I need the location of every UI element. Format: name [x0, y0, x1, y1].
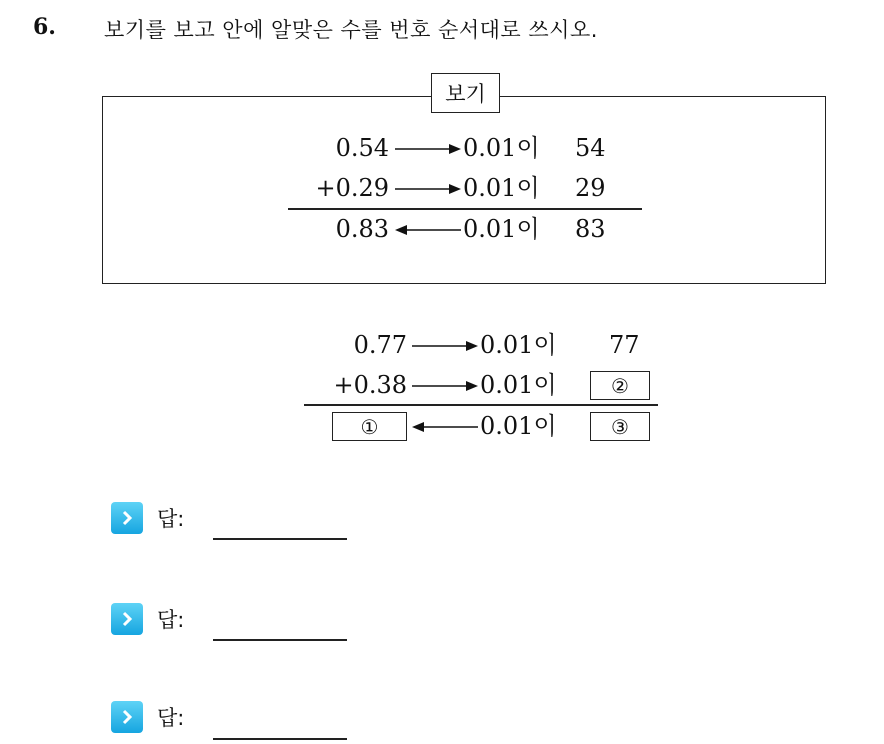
example-row-3-left: 0.83 — [335, 215, 389, 243]
problem-sum-line — [304, 404, 658, 406]
answer-label: 답: — [157, 706, 185, 730]
problem-row-1-left: 0.77 — [353, 331, 407, 359]
answer-blank-2[interactable] — [213, 639, 347, 641]
problem-row-1-right: 77 — [609, 331, 640, 359]
example-row-1-right: 54 — [575, 134, 606, 162]
example-row-1-left: 0.54 — [335, 134, 389, 162]
blank-box-1[interactable]: ① — [332, 412, 407, 441]
answer-row-2 — [111, 603, 184, 635]
chevron-right-icon — [111, 603, 143, 635]
left-arrow-icon — [393, 223, 463, 237]
left-arrow-icon — [410, 420, 480, 434]
example-sum-line — [288, 208, 642, 210]
problem-row-2-left: +0.38 — [333, 371, 407, 399]
example-row-2-right: 29 — [575, 174, 606, 202]
right-arrow-icon — [410, 339, 480, 353]
answer-row-1 — [111, 502, 184, 534]
chevron-right-icon — [111, 701, 143, 733]
answer-label: 답: — [157, 608, 185, 632]
answer-row-3 — [111, 701, 184, 733]
answer-blank-1[interactable] — [213, 538, 347, 540]
example-row-3-right: 83 — [575, 215, 606, 243]
question-text: 보기를 보고 안에 알맞은 수를 번호 순서대로 쓰시오. — [104, 18, 598, 42]
problem-row-2-mid: 0.01이 — [480, 371, 557, 399]
example-row-1-mid: 0.01이 — [463, 134, 540, 162]
right-arrow-icon — [393, 182, 463, 196]
example-row-2-mid: 0.01이 — [463, 174, 540, 202]
problem-row-3-mid: 0.01이 — [480, 412, 557, 440]
chevron-right-icon — [111, 502, 143, 534]
example-title: 보기 — [431, 73, 500, 113]
blank-box-3[interactable]: ③ — [590, 412, 650, 441]
problem-row-1-mid: 0.01이 — [480, 331, 557, 359]
example-row-3-mid: 0.01이 — [463, 215, 540, 243]
answer-label: 답: — [157, 507, 185, 531]
example-row-2-left: +0.29 — [315, 174, 389, 202]
blank-box-2[interactable]: ② — [590, 371, 650, 400]
question-number: 6. — [33, 14, 56, 40]
right-arrow-icon — [410, 379, 480, 393]
right-arrow-icon — [393, 142, 463, 156]
answer-blank-3[interactable] — [213, 738, 347, 740]
